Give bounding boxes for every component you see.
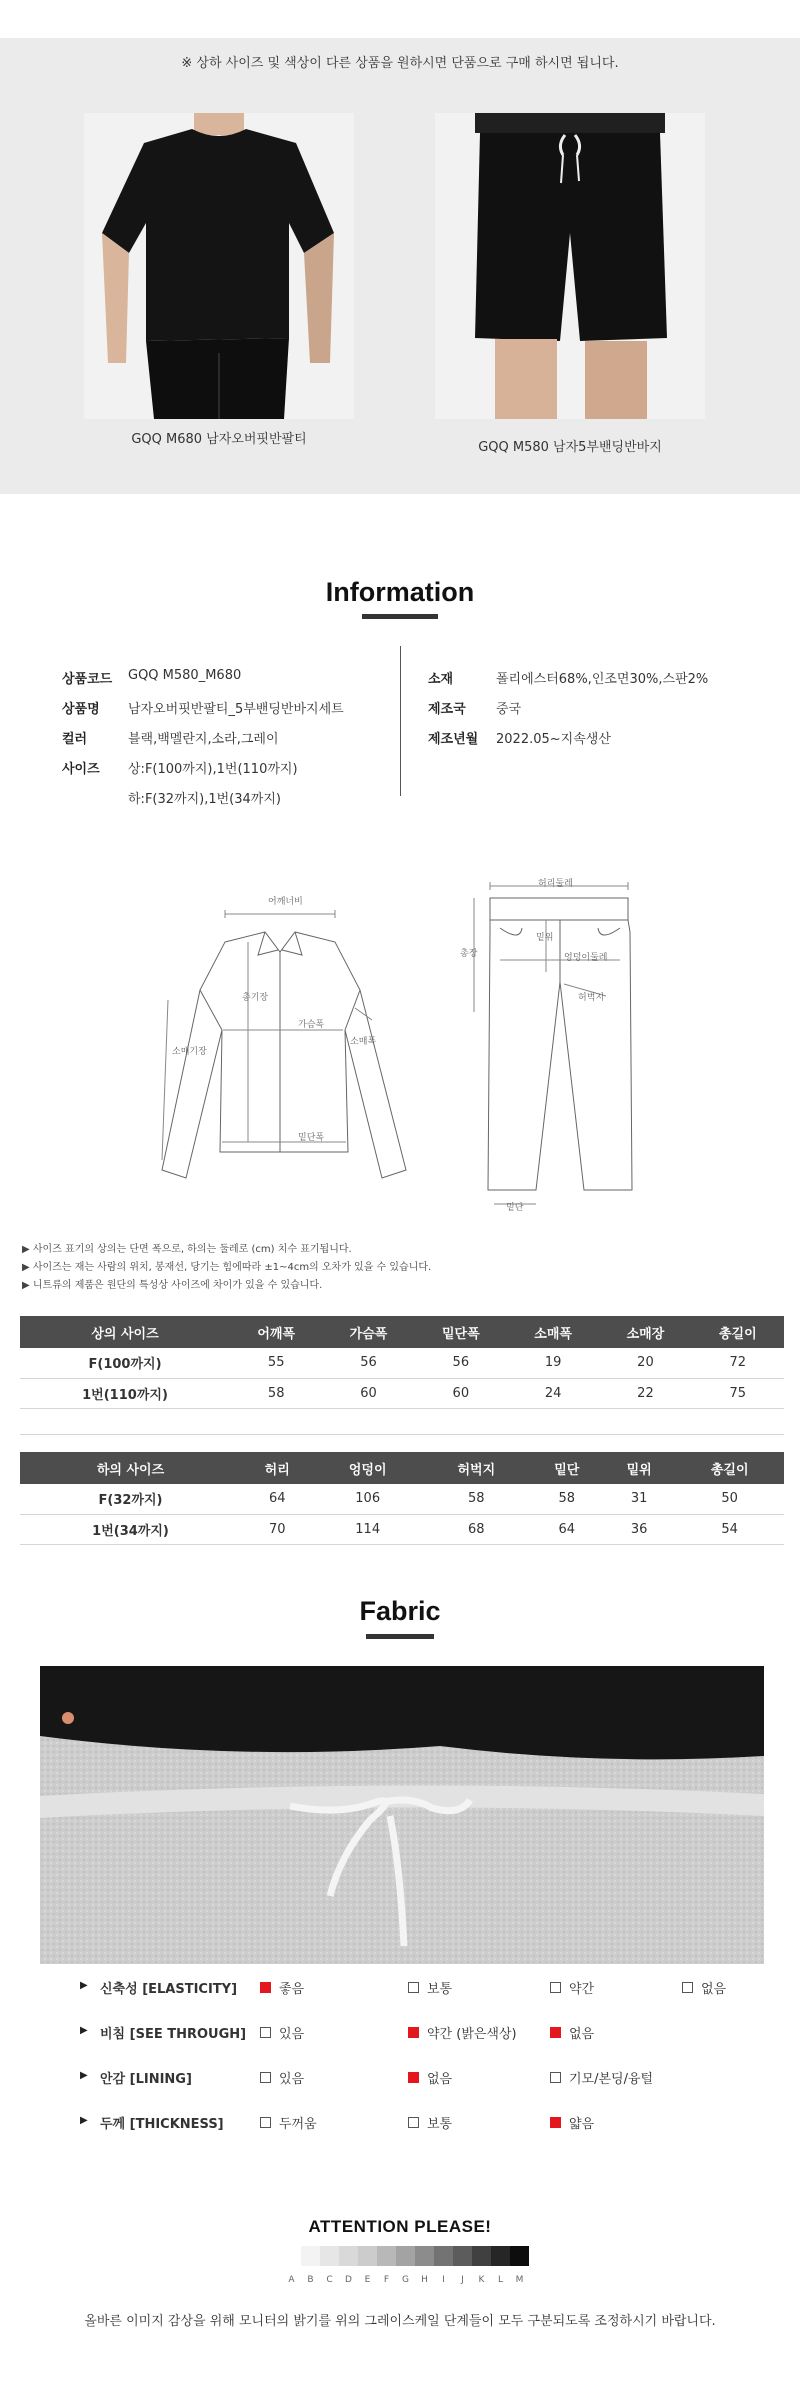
gray-letter: F xyxy=(383,2275,390,2285)
cell: 58 xyxy=(422,1484,531,1514)
cell: 75 xyxy=(692,1378,784,1408)
col-header: 총길이 xyxy=(692,1316,784,1348)
col-header: 어깨폭 xyxy=(230,1316,322,1348)
shirt-outline-icon xyxy=(150,880,410,1180)
option-yes xyxy=(260,2068,304,2087)
checkbox-unchecked-icon xyxy=(260,2027,271,2038)
option-normal xyxy=(408,2113,452,2132)
cell: 19 xyxy=(507,1348,599,1378)
top-notice: ※ 상하 사이즈 및 색상이 다른 상품을 원하시면 단품으로 구매 하시면 됩니다. xyxy=(181,56,619,71)
cell: 22 xyxy=(599,1378,691,1408)
label-sleeve-width: 소매폭 xyxy=(350,1037,377,1047)
cell: 31 xyxy=(603,1484,675,1514)
triangle-right-icon: ▶ xyxy=(80,2070,88,2081)
fabric-underline xyxy=(366,1634,434,1639)
cell: 64 xyxy=(241,1484,313,1514)
label-hem: 밑단폭 xyxy=(298,1133,325,1143)
shorts-photo-illustration xyxy=(435,113,705,419)
col-header: 엉덩이 xyxy=(313,1452,422,1484)
option-label: 얇음 xyxy=(569,2117,595,2132)
gray-letter: K xyxy=(478,2275,485,2285)
label-pants-length: 총장 xyxy=(460,949,478,959)
cell: 58 xyxy=(531,1484,603,1514)
col-header: 허리 xyxy=(241,1452,313,1484)
info-key: 제조년월 xyxy=(428,732,479,747)
checkbox-unchecked-icon xyxy=(682,1982,693,1993)
gray-letter: H xyxy=(421,2275,428,2285)
cell: 1번(110까지) xyxy=(20,1378,230,1408)
checkbox-checked-icon xyxy=(260,1982,271,1993)
gray-swatch xyxy=(320,2246,339,2266)
info-value: 남자오버핏반팔티_5부밴딩반바지세트 xyxy=(128,702,344,717)
info-key: 컬러 xyxy=(62,732,88,747)
size-note-1: ▶ 사이즈 표기의 상의는 단면 폭으로, 하의는 둘레로 (cm) 치수 표기됩니다. xyxy=(22,1244,352,1255)
triangle-right-icon: ▶ xyxy=(80,1980,88,1991)
option-normal xyxy=(408,1978,452,1997)
info-key: 소재 xyxy=(428,672,454,687)
checkbox-unchecked-icon xyxy=(550,1982,561,1993)
fabric-title: Fabric xyxy=(359,1596,441,1626)
option-thick xyxy=(260,2113,317,2132)
size-note-2: ▶ 사이즈는 재는 사람의 위치, 봉재선, 당기는 힘에따라 ±1~4cm의 오차가 있을 수 있습니다. xyxy=(22,1262,432,1273)
gray-letter: B xyxy=(307,2275,314,2285)
fabric-row-thickness xyxy=(0,2113,800,2133)
fabric-closeup-illustration xyxy=(40,1666,764,1964)
bottom-size-header-row xyxy=(20,1452,784,1484)
col-header: 밑위 xyxy=(603,1452,675,1484)
product-caption-tshirt: GQQ M680 남자오버핏반팔티 xyxy=(131,432,307,447)
checkbox-unchecked-icon xyxy=(408,2117,419,2128)
info-value: 중국 xyxy=(496,702,522,717)
top-size-table xyxy=(20,1316,784,1409)
cell: 106 xyxy=(313,1484,422,1514)
fabric-row-label: 안감 [LINING] xyxy=(100,2072,192,2087)
gray-swatch xyxy=(510,2246,529,2266)
cell: 114 xyxy=(313,1514,422,1544)
cell: 58 xyxy=(230,1378,322,1408)
col-header: 상의 사이즈 xyxy=(20,1316,230,1348)
checkbox-checked-icon xyxy=(408,2072,419,2083)
triangle-right-icon: ▶ xyxy=(80,2115,88,2126)
cell: 36 xyxy=(603,1514,675,1544)
info-value: 폴리에스터68%,인조면30%,스판2% xyxy=(496,672,709,687)
gray-letter: G xyxy=(402,2275,409,2285)
option-label: 없음 xyxy=(701,1982,727,1997)
cell: 68 xyxy=(422,1514,531,1544)
gray-swatch xyxy=(282,2246,301,2266)
gray-swatch xyxy=(396,2246,415,2266)
info-key: 상품명 xyxy=(62,702,100,717)
cell: 60 xyxy=(415,1378,507,1408)
option-label: 좋음 xyxy=(279,1982,305,1997)
gray-swatch xyxy=(339,2246,358,2266)
info-right-block xyxy=(428,668,768,758)
option-good xyxy=(260,1978,304,1997)
label-shoulder: 어깨너비 xyxy=(268,897,303,907)
option-none xyxy=(408,2068,452,2087)
option-label: 약간 xyxy=(569,1982,595,1997)
col-header: 소매장 xyxy=(599,1316,691,1348)
pants-size-diagram xyxy=(460,872,640,1212)
label-hip: 엉덩이둘레 xyxy=(564,953,608,963)
checkbox-unchecked-icon xyxy=(408,1982,419,1993)
info-key: 제조국 xyxy=(428,702,466,717)
product-photo-shorts xyxy=(435,113,705,419)
cell: 20 xyxy=(599,1348,691,1378)
gray-swatch xyxy=(434,2246,453,2266)
info-key: 상품코드 xyxy=(62,672,113,687)
attention-text: 올바른 이미지 감상을 위해 모니터의 밝기를 위의 그레이스케일 단계들이 모두 구분되도록 조정하시기 바랍니다. xyxy=(84,2314,716,2329)
checkbox-unchecked-icon xyxy=(260,2117,271,2128)
info-value: 블랙,백멜란지,소라,그레이 xyxy=(128,732,279,747)
table-row xyxy=(20,1378,784,1408)
col-header: 밑단 xyxy=(531,1452,603,1484)
bottom-size-table xyxy=(20,1452,784,1545)
gray-swatch xyxy=(472,2246,491,2266)
information-underline xyxy=(362,614,438,619)
option-label: 기모/본딩/융털 xyxy=(569,2072,654,2087)
info-value: 2022.05~지속생산 xyxy=(496,732,611,747)
fabric-row-label: 비침 [SEE THROUGH] xyxy=(100,2027,247,2042)
top-size-header-row xyxy=(20,1316,784,1348)
gray-letter: J xyxy=(461,2275,464,2285)
option-thin xyxy=(550,2113,594,2132)
gray-letter: A xyxy=(288,2275,295,2285)
gray-letter: E xyxy=(364,2275,371,2285)
cell: 24 xyxy=(507,1378,599,1408)
fabric-row-label: 신축성 [ELASTICITY] xyxy=(100,1982,238,1997)
col-header: 허벅지 xyxy=(422,1452,531,1484)
product-caption-shorts: GQQ M580 남자5부밴딩반바지 xyxy=(478,440,662,455)
option-label: 없음 xyxy=(569,2027,595,2042)
col-header: 소매폭 xyxy=(507,1316,599,1348)
option-yes xyxy=(260,2023,304,2042)
tshirt-photo-illustration xyxy=(84,113,354,419)
option-label: 보통 xyxy=(427,2117,453,2132)
label-sleeve-length: 소매기장 xyxy=(172,1047,207,1057)
table-separator xyxy=(20,1434,784,1435)
option-label: 없음 xyxy=(427,2072,453,2087)
table-row xyxy=(20,1484,784,1514)
fabric-row-see-through xyxy=(0,2023,800,2043)
fabric-row-elasticity xyxy=(0,1978,800,1998)
info-value: 하:F(32까지),1번(34까지) xyxy=(128,792,281,807)
col-header: 하의 사이즈 xyxy=(20,1452,241,1484)
fabric-row-lining xyxy=(0,2068,800,2088)
gray-letter: D xyxy=(345,2275,352,2285)
cell: 56 xyxy=(415,1348,507,1378)
col-header: 총길이 xyxy=(675,1452,784,1484)
label-total-length: 총기장 xyxy=(242,993,269,1003)
gray-letter: I xyxy=(442,2275,445,2285)
option-label: 있음 xyxy=(279,2027,305,2042)
checkbox-unchecked-icon xyxy=(260,2072,271,2083)
cell: 1번(34까지) xyxy=(20,1514,241,1544)
option-label: 두꺼움 xyxy=(279,2117,317,2132)
checkbox-checked-icon xyxy=(408,2027,419,2038)
cell: 55 xyxy=(230,1348,322,1378)
cell: F(32까지) xyxy=(20,1484,241,1514)
label-pants-hem: 밑단 xyxy=(506,1203,524,1213)
info-left-block xyxy=(62,668,402,818)
fabric-photo xyxy=(40,1666,764,1964)
table-row xyxy=(20,1514,784,1544)
size-note-3: ▶ 니트류의 제품은 원단의 특성상 사이즈에 차이가 있을 수 있습니다. xyxy=(22,1280,323,1291)
checkbox-unchecked-icon xyxy=(550,2072,561,2083)
info-value: GQQ M580_M680 xyxy=(128,668,242,683)
table-row xyxy=(20,1348,784,1378)
pants-outline-icon xyxy=(460,872,640,1212)
gray-letter: C xyxy=(326,2275,333,2285)
gray-swatch xyxy=(377,2246,396,2266)
option-brushed xyxy=(550,2068,653,2087)
info-key: 사이즈 xyxy=(62,762,100,777)
gray-swatch xyxy=(415,2246,434,2266)
option-label: 있음 xyxy=(279,2072,305,2087)
col-header: 가슴폭 xyxy=(322,1316,414,1348)
checkbox-checked-icon xyxy=(550,2117,561,2128)
option-label: 보통 xyxy=(427,1982,453,1997)
gray-swatch xyxy=(301,2246,320,2266)
gray-swatch xyxy=(491,2246,510,2266)
cell: 54 xyxy=(675,1514,784,1544)
option-slight xyxy=(550,1978,594,1997)
gray-swatch xyxy=(358,2246,377,2266)
cell: 64 xyxy=(531,1514,603,1544)
attention-title: ATTENTION PLEASE! xyxy=(308,2217,492,2236)
information-title: Information xyxy=(325,577,475,607)
info-value: 상:F(100까지),1번(110까지) xyxy=(128,762,298,777)
cell: 70 xyxy=(241,1514,313,1544)
option-slight-bright xyxy=(408,2023,517,2042)
fabric-row-label: 두께 [THICKNESS] xyxy=(100,2117,224,2132)
cell: 60 xyxy=(322,1378,414,1408)
fabric-properties xyxy=(0,1978,800,2158)
info-divider xyxy=(400,646,401,796)
triangle-right-icon: ▶ xyxy=(80,2025,88,2036)
col-header: 밑단폭 xyxy=(415,1316,507,1348)
product-photo-tshirt xyxy=(84,113,354,419)
label-rise: 밑위 xyxy=(536,933,554,943)
shirt-size-diagram xyxy=(150,880,410,1180)
gray-swatch xyxy=(453,2246,472,2266)
cell: 50 xyxy=(675,1484,784,1514)
checkbox-checked-icon xyxy=(550,2027,561,2038)
option-none xyxy=(682,1978,726,1997)
gray-letter: M xyxy=(515,2275,524,2285)
label-thigh: 허벅지 xyxy=(578,993,605,1003)
cell: 72 xyxy=(692,1348,784,1378)
cell: F(100까지) xyxy=(20,1348,230,1378)
option-none xyxy=(550,2023,594,2042)
gray-letter: L xyxy=(497,2275,503,2285)
label-waist: 허리둘레 xyxy=(538,879,573,889)
cell: 56 xyxy=(322,1348,414,1378)
label-chest: 가슴폭 xyxy=(298,1020,325,1030)
option-label: 약간 (밝은색상) xyxy=(427,2027,517,2042)
